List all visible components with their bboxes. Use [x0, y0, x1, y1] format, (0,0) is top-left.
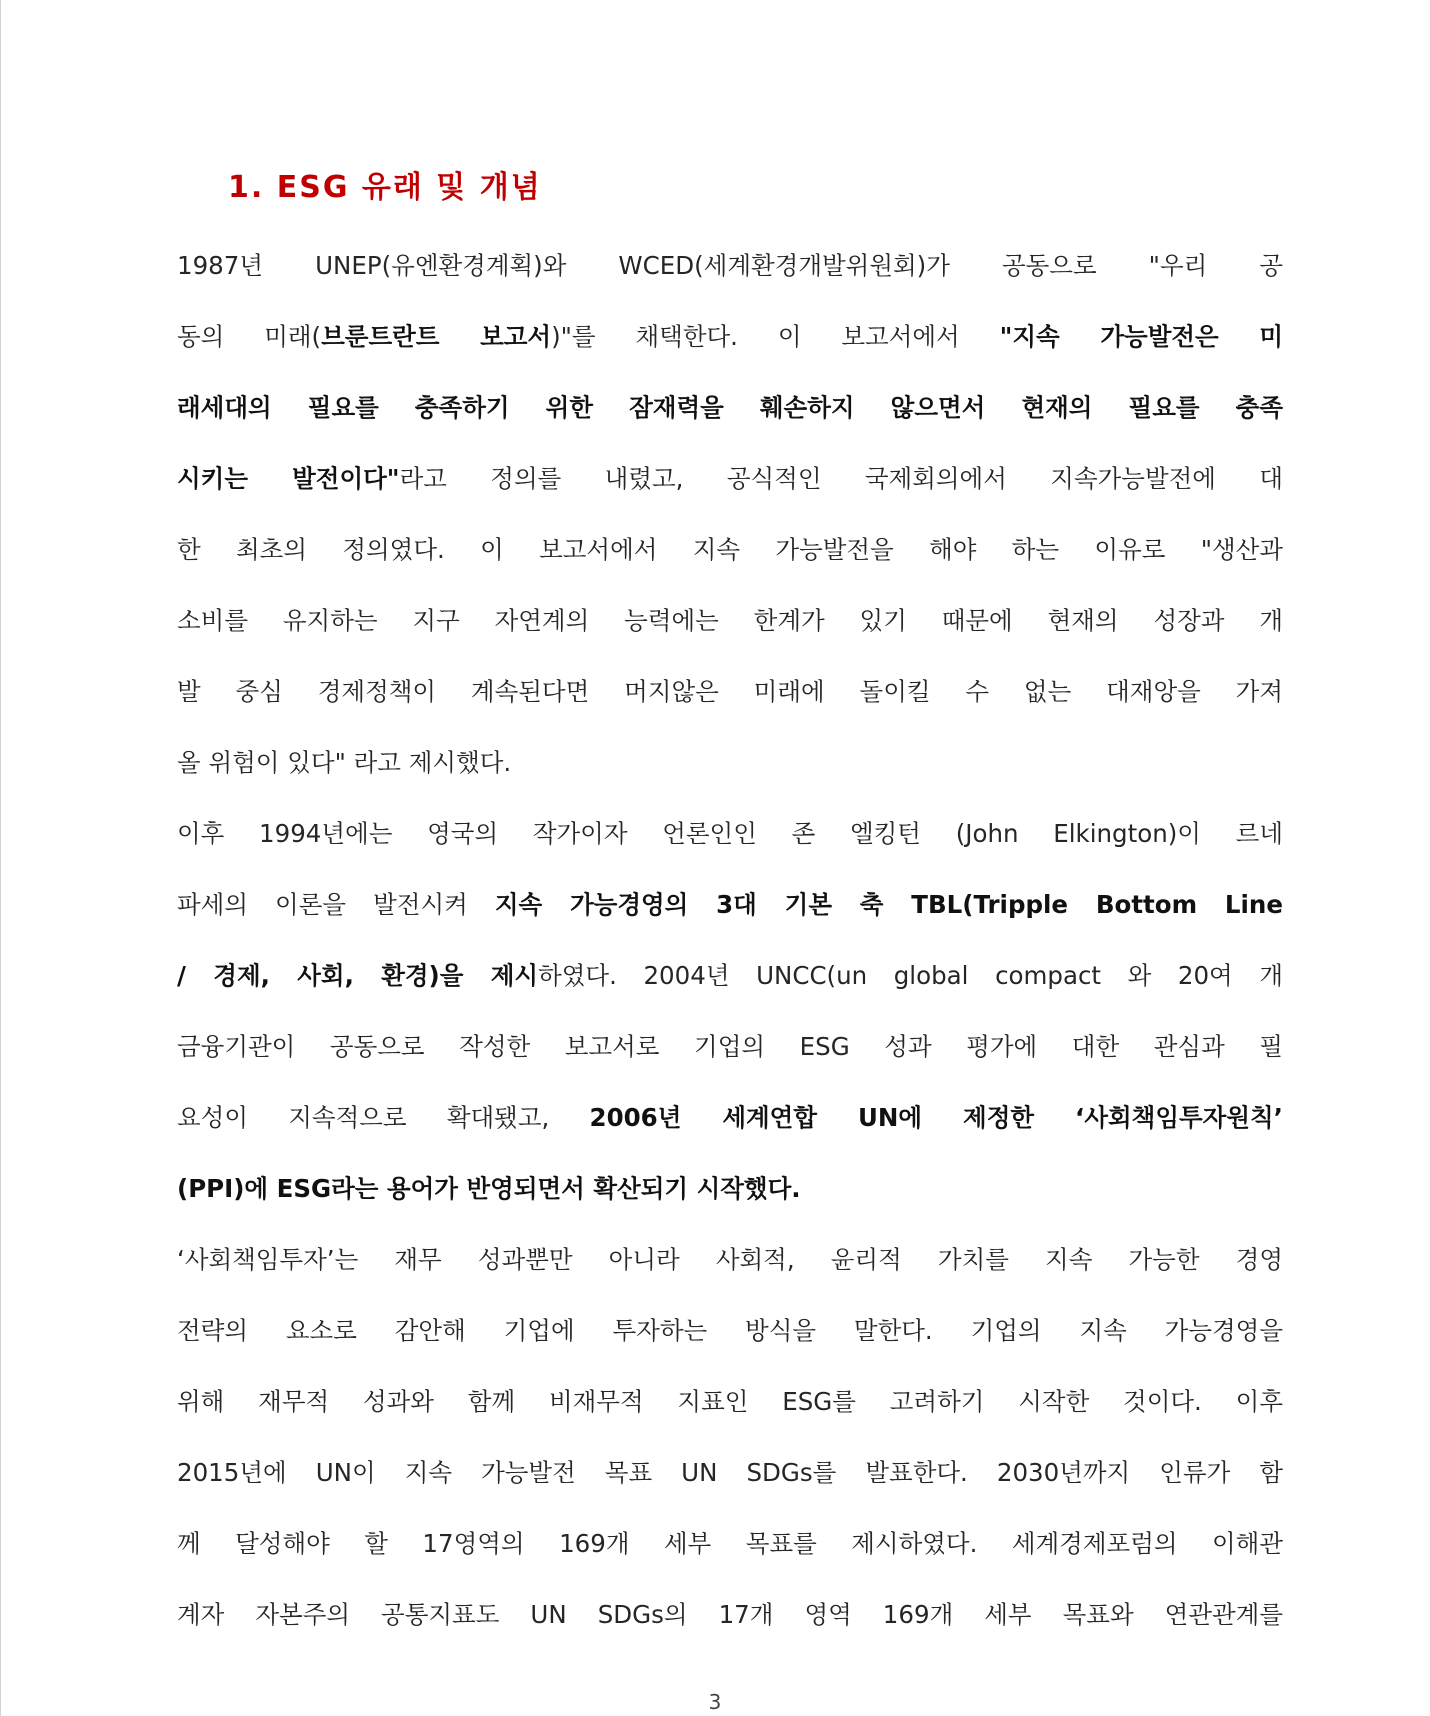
bold-text-run: 2006년 세계연합 UN에 제정한 ‘사회책임투자원칙’ — [589, 1103, 1283, 1132]
bold-text-run: 시키는 발전이다" — [177, 464, 400, 493]
bold-text-run: 브룬트란트 보고서 — [321, 322, 552, 351]
text-line — [177, 1366, 1283, 1437]
text-run: 소비를 유지하는 지구 자연계의 능력에는 한계가 있기 때문에 현재의 성장과 개 — [177, 606, 1283, 635]
bold-text-run: (PPI)에 ESG라는 용어가 반영되면서 확산되기 시작했다. — [177, 1174, 801, 1203]
bold-text-run: 지속 가능경영의 3대 기본 축 TBL(Tripple Bottom Line — [494, 890, 1283, 919]
text-run: 위해 재무적 성과와 함께 비재무적 지표인 ESG를 고려하기 시작한 것이다. 이후 — [177, 1387, 1283, 1416]
text-line — [177, 443, 1283, 514]
text-line — [177, 1153, 1283, 1224]
text-line — [177, 798, 1283, 869]
text-line — [177, 1295, 1283, 1366]
text-run: 계자 자본주의 공통지표도 UN SDGs의 17개 영역 169개 세부 목표와 연관관계를 — [177, 1600, 1283, 1629]
text-run: 올 위험이 있다" 라고 제시했다. — [177, 748, 512, 777]
bold-text-run: 래세대의 필요를 충족하기 위한 잠재력을 훼손하지 않으면서 현재의 필요를 충족 — [177, 393, 1283, 422]
text-line — [177, 656, 1283, 727]
text-line — [177, 869, 1283, 940]
text-line — [177, 1082, 1283, 1153]
text-run: 이후 1994년에는 영국의 작가이자 언론인인 존 엘킹턴 (John Elkington)이 르네 — [177, 819, 1283, 848]
text-run: 파세의 이론을 발전시켜 — [177, 890, 495, 919]
text-run: 1987년 UNEP(유엔환경계획)와 WCED(세계환경개발위원회)가 공동으로 "우리 공 — [177, 251, 1283, 280]
text-line — [177, 940, 1283, 1011]
text-run: 발 중심 경제정책이 계속된다면 머지않은 미래에 돌이킬 수 없는 대재앙을 가져 — [177, 677, 1283, 706]
text-line — [177, 1508, 1283, 1579]
text-run: 동의 미래( — [177, 322, 322, 351]
text-run: 라고 정의를 내렸고, 공식적인 국제회의에서 지속가능발전에 대 — [399, 464, 1283, 493]
body-text — [177, 230, 1283, 1650]
text-run: 한 최초의 정의였다. 이 보고서에서 지속 가능발전을 해야 하는 이유로 "생산과 — [177, 535, 1283, 564]
bold-text-run: / 경제, 사회, 환경)을 제시 — [177, 961, 539, 990]
text-run: 하였다. 2004년 UNCC(un global compact 와 20여 개 — [538, 961, 1283, 990]
text-run: ‘사회책임투자’는 재무 성과뿐만 아니라 사회적, 윤리적 가치를 지속 가능한 경영 — [177, 1245, 1283, 1274]
text-run: )"를 채택한다. 이 보고서에서 — [551, 322, 1000, 351]
bold-text-run: "지속 가능발전은 미 — [999, 322, 1283, 351]
text-line — [177, 727, 1283, 798]
text-run: 금융기관이 공동으로 작성한 보고서로 기업의 ESG 성과 평가에 대한 관심과 필 — [177, 1032, 1283, 1061]
text-line — [177, 1011, 1283, 1082]
text-line — [177, 1437, 1283, 1508]
text-run: 전략의 요소로 감안해 기업에 투자하는 방식을 말한다. 기업의 지속 가능경영을 — [177, 1316, 1283, 1345]
text-line — [177, 1579, 1283, 1650]
text-run: 요성이 지속적으로 확대됐고, — [177, 1103, 590, 1132]
text-line — [177, 230, 1283, 301]
text-line — [177, 1224, 1283, 1295]
page-left-edge — [0, 0, 1, 1716]
text-run: 께 달성해야 할 17영역의 169개 세부 목표를 제시하였다. 세계경제포럼의 이해관 — [177, 1529, 1283, 1558]
text-line — [177, 372, 1283, 443]
text-line — [177, 585, 1283, 656]
page-number: 3 — [708, 1690, 722, 1714]
text-line — [177, 301, 1283, 372]
section-heading: 1. ESG 유래 및 개념 — [228, 170, 542, 205]
text-line — [177, 514, 1283, 585]
text-run: 2015년에 UN이 지속 가능발전 목표 UN SDGs를 발표한다. 2030년까지 인류가 함 — [177, 1458, 1283, 1487]
